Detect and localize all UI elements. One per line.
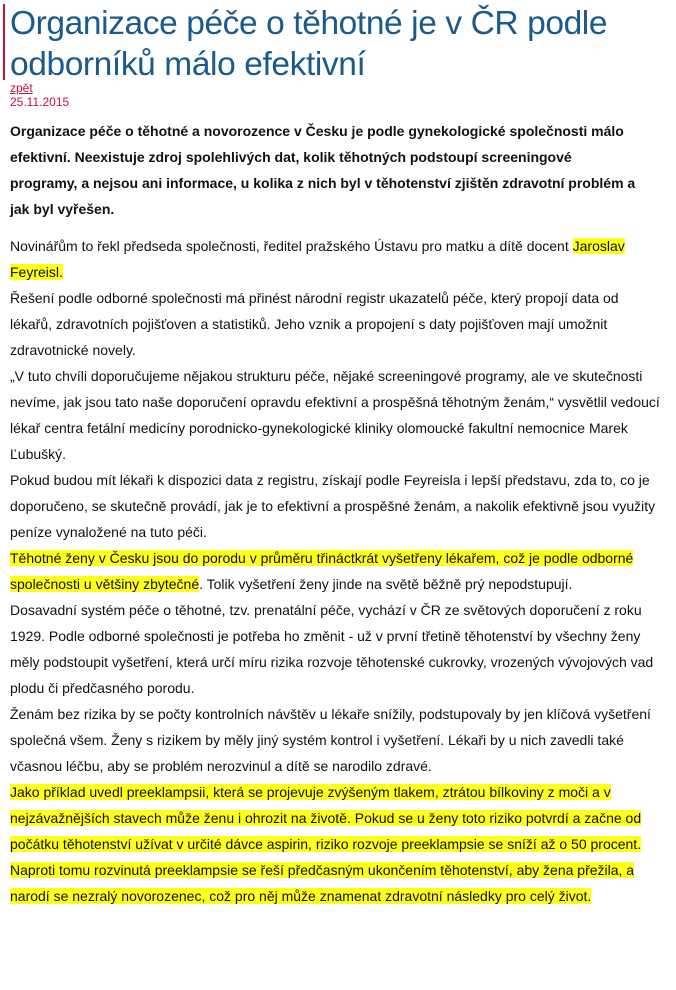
article-date: 25.11.2015 <box>10 95 70 109</box>
paragraph-4: Pokud budou mít lékaři k dispozici data z registru, získají podle Feyreisla i lepší představu, zda to, co je doporučeno, se skutečně provádí, jak je to efektivní a prospěšné ženám, a nakolik efektivně jsou využity peníze vynaložené na tuto péči. <box>10 472 656 540</box>
paragraph-5-text: . Tolik vyšetření ženy jinde na světě běžně prý nepodstupují. <box>199 576 573 592</box>
article-title: Organizace péče o těhotné je v ČR podle odborníků málo efektivní <box>10 5 608 83</box>
article-lead: Organizace péče o těhotné a novorozence v Česku je podle gynekologické společnosti málo efektivní. Neexistuje zdroj spolehlivých dat, kolik těhotných podstoupí screeningové programy, a nejsou ani informace, u kolika z nich byl v těhotenství zjištěn zdravotní problém a jak byl vyřešen. <box>10 123 636 217</box>
paragraph-5 <box>10 545 660 597</box>
paragraph-3: „V tuto chvíli doporučujeme nějakou strukturu péče, nějaké screeningové programy, ale ve skutečnosti nevíme, jak jsou tato naše doporučení opravdu efektivní a prospěšná těhotným ženám,“ vysvětlil vedoucí lékař centra fetální medicíny porodnicko-gynekologické kliniky olomoucké fakultní nemocnice Marek Ľubušký. <box>10 368 660 462</box>
paragraph-7: Ženám bez rizika by se počty kontrolních návštěv u lékaře snížily, podstupovaly by jen klíčová vyšetření společná všem. Ženy s rizikem by měly jiný systém kontrol i vyšetření. Lékaři by u nich zavedli také včasnou léčbu, aby se problém nerozvinul a dítě se narodilo zdravé. <box>10 706 651 774</box>
highlight-name: Jaroslav Feyreisl. <box>10 238 625 280</box>
paragraph-1 <box>10 233 660 285</box>
highlight-examinations: Těhotné ženy v Česku jsou do porodu v průměru třináctkrát vyšetřeny lékařem, což je podle odborné společnosti u většiny zbytečné <box>10 550 634 592</box>
paragraph-6: Dosavadní systém péče o těhotné, tzv. prenatální péče, vychází v ČR ze světových doporučení z roku 1929. Podle odborné společnosti je potřeba ho změnit - už v první třetině těhotenství by všechny ženy měly podstoupit vyšetření, která určí míru rizika rozvoje těhotenské cukrovky, vrozených vývojových vad plodu či předčasného porodu. <box>10 602 654 696</box>
highlight-preeclampsia: Jako příklad uvedl preeklampsii, která se projevuje zvýšeným tlakem, ztrátou bílkoviny z moči a v nejzávažnějších stavech může ženu i ohrozit na životě. Pokud se u ženy toto riziko potvrdí a začne od počátku těhotenství užívat v určité dávce aspirin, riziko rozvoje preeklampsie se sníží až o 50 procent. Naproti tomu rozvinutá preeklampsie se řeší předčasným ukončením těhotenství, aby žena přežila, a narodí se nezralý novorozenec, což pro něj může znamenat zdravotní následky pro celý život. <box>10 784 642 904</box>
title-accent-bar <box>3 4 5 80</box>
article-body <box>10 233 660 909</box>
paragraph-2: Řešení podle odborné společnosti má přinést národní registr ukazatelů péče, který propojí data od lékařů, zdravotních pojišťoven a statistiků. Jeho vznik a propojení s daty pojišťoven mají umožnit zdravotnické novely. <box>10 290 619 358</box>
back-link[interactable]: zpět <box>10 81 33 95</box>
paragraph-1-text: Novinářům to řekl předseda společnosti, ředitel pražského Ústavu pro matku a dítě docent <box>10 238 573 254</box>
paragraph-8 <box>10 779 660 909</box>
